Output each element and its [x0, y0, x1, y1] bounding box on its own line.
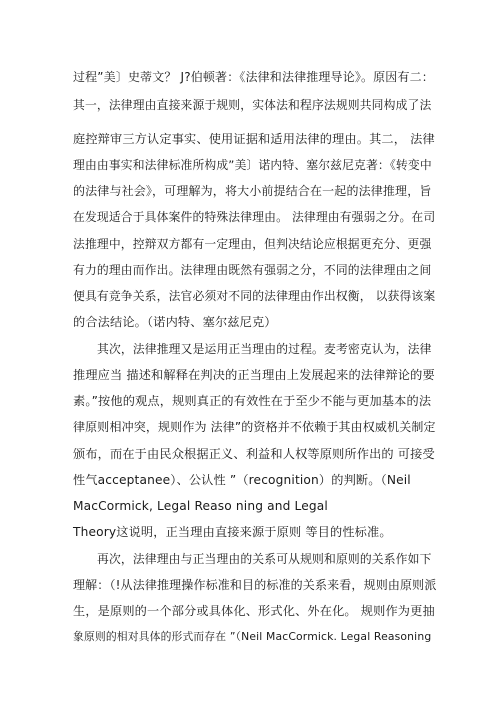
text-line: 的合法结论。（诺内特、塞尔兹尼克）	[73, 315, 277, 329]
text-line: 生，是原则的一个部分或具体化、形式化、外在化。 规则作为更抽	[73, 604, 435, 618]
text-line: 象原则的相对具体的形式而存在 ”（Neil MacCormick. Legal Reasoning	[73, 630, 432, 643]
text-line: 颁布，而在于由民众根据正义、利益和人权等原则所作出的 可接受	[73, 447, 435, 461]
text-line: 的法律与社会》，可理解为，将大小前提结合在一起的法律推理，旨	[73, 184, 432, 198]
text-line: 有力的理由而作出。法律理由既然有强弱之分，不同的法律理由之间	[73, 263, 432, 277]
text-line: 在发现适合于具体案件的特殊法律理由。 法律理由有强弱之分。在司	[73, 210, 436, 224]
text-line: 庭控辩审三方认定事实、使用证据和适用法律的理由。其二， 法律	[73, 132, 435, 146]
text-line: 推理应当 描述和解释在判决的正当理由上发展起来的法律辩论的要	[73, 368, 435, 382]
paragraph-first-line: 其次，法律推理又是运用正当理由的过程。麦考密克认为，法律	[97, 342, 432, 356]
text-line: 法推理中，控辩双方都有一定理由，但判决结论应根据更充分、更强	[73, 237, 432, 251]
text-line: 过程”美〕史蒂文？ J?伯顿著：《法律和法律推理导论》。原因有二：	[73, 70, 434, 84]
text-line: Theory这说明，正当理由直接来源于原则 等目的性标准。	[73, 525, 392, 539]
text-line: 理解：（!从法律推理操作标准和目的标准的关系来看，规则由原则派	[73, 578, 437, 592]
text-line: 性气acceptanee）、公认性 ”（recognition）的判断。（Neil	[73, 473, 411, 487]
text-line: 素。”按他的观点，规则真正的有效性在于至少不能与更加基本的法	[73, 394, 432, 408]
text-line: 律原则相冲突，规则作为 法律”的资格并不依赖于其由权威机关制定	[73, 420, 436, 434]
text-line: 便具有竞争关系，法官必须对不同的法律理由作出权衡， 以获得该案	[73, 289, 436, 303]
text-line: MacCormick, Legal Reaso ning and Legal	[73, 499, 328, 513]
paragraph-first-line: 再次，法律理由与正当理由的关系可从规则和原则的关系作如下	[97, 552, 432, 566]
text-line: 理由由事实和法律标准所构成”美〕诺内特、塞尔兹尼克著：《转变中	[73, 158, 432, 172]
text-line: 其一，法律理由直接来源于规则，实体法和程序法规则共同构成了法	[73, 98, 432, 112]
